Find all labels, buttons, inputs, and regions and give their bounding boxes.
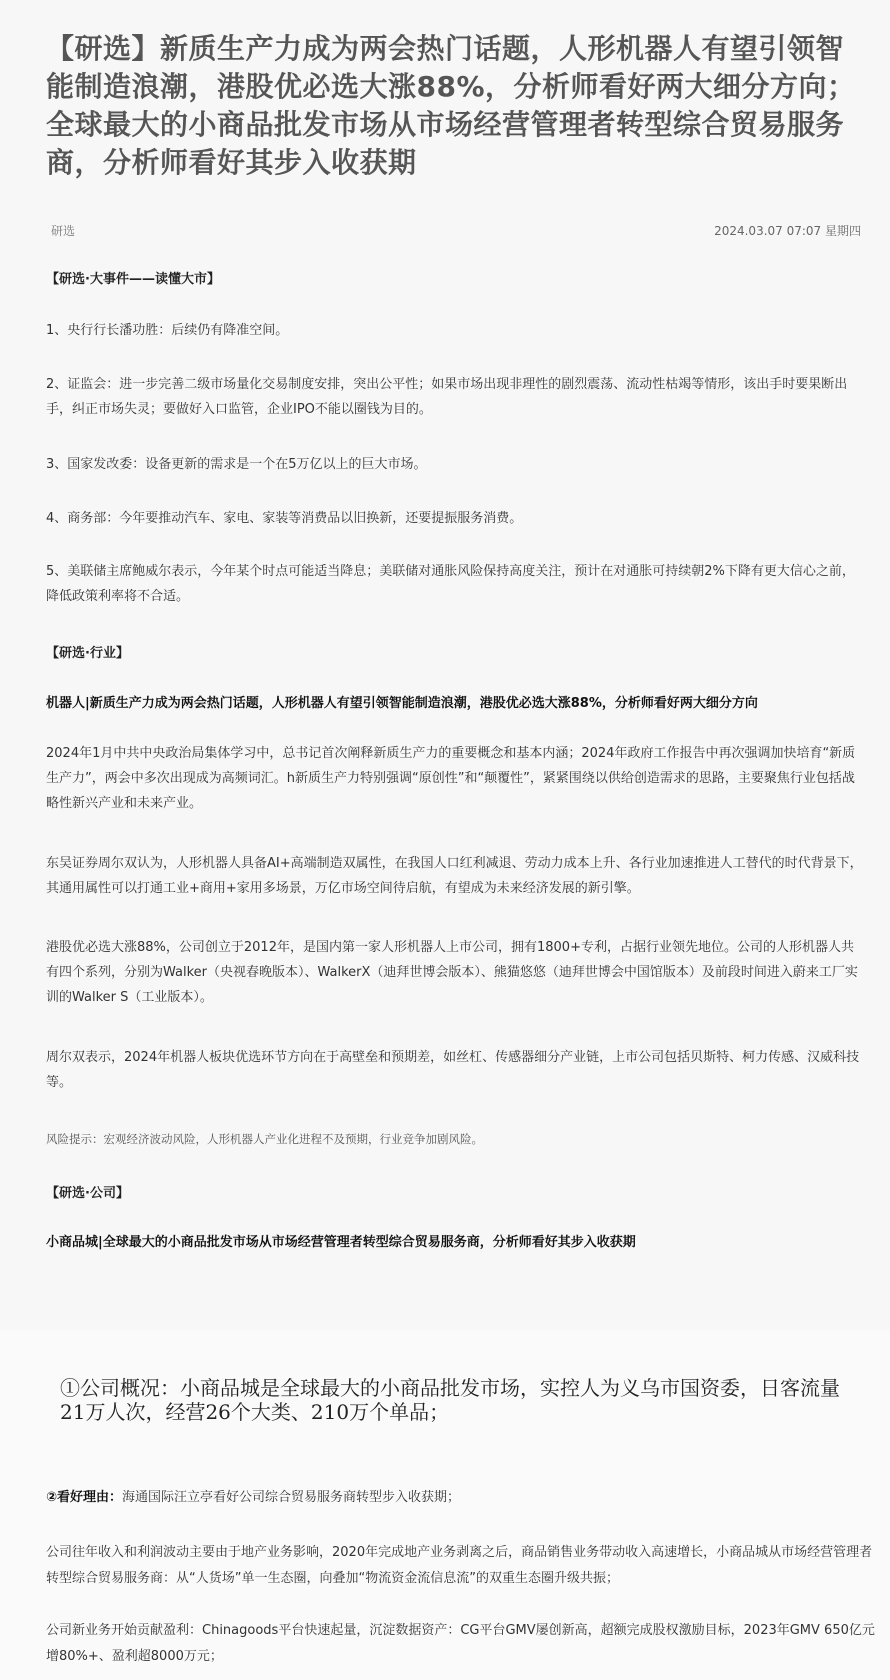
- company-subtitle: 小商品城|全球最大的小商品批发市场从市场经营管理者转型综合贸易服务商，分析师看好其步入收获期: [46, 1235, 636, 1250]
- reason-text: 海通国际汪立亭看好公司综合贸易服务商转型步入收获期；: [122, 1490, 461, 1505]
- event-item-2: 2、证监会：进一步完善二级市场量化交易制度安排，突出公平性；如果市场出现非理性的剧烈震荡、流动性枯竭等情形，该出手时要果断出手，纠正市场失灵；要做好入口监管，企业IPO不能以圈钱为目的。: [46, 377, 848, 417]
- reason-label: ②看好理由：: [46, 1490, 123, 1505]
- event-item-4: 4、商务部：今年要推动汽车、家电、家装等消费品以旧换新，还要提振服务消费。: [46, 511, 523, 526]
- event-item-1: 1、央行行长潘功胜：后续仍有降准空间。: [46, 323, 289, 338]
- industry-heading: 【研选·行业】: [46, 646, 129, 661]
- company-heading: 【研选·公司】: [46, 1186, 129, 1201]
- industry-paragraph-1: 2024年1月中共中央政治局集体学习中，总书记首次阐释新质生产力的重要概念和基本内涵；2024年政府工作报告中再次强调加快培育“新质生产力”，两会中多次出现成为高频词汇。h新质生产力特别强调“原创性”和“颠覆性”，紧紧围绕以供给创造需求的思路，主要聚焦行业包括战略性新兴产业和未来产业。: [46, 746, 856, 811]
- industry-subtitle: 机器人|新质生产力成为两会热门话题，人形机器人有望引领智能制造浪潮，港股优必选大涨88%，分析师看好两大细分方向: [46, 696, 758, 711]
- company-paragraph-2: 公司新业务开始贡献盈利：Chinagoods平台快速起量，沉淀数据资产：CG平台GMV屡创新高，超额完成股权激励目标，2023年GMV 650亿元增80%+、盈利超8000万元；: [46, 1623, 875, 1664]
- article-date: 2024.03.07 07:07 星期四: [714, 224, 861, 238]
- company-paragraph-1: 公司往年收入和利润波动主要由于地产业务影响，2020年完成地产业务剥离之后，商品销售业务带动收入高速增长，小商品城从市场经营管理者转型综合贸易服务商：从“人货场”单一生态圈，向叠加“物流资金流信息流”的双重生态圈升级共振；: [46, 1545, 873, 1586]
- article-author[interactable]: 研选: [51, 224, 76, 238]
- industry-paragraph-4: 周尔双表示，2024年机器人板块优选环节方向在于高壁垒和预期差，如丝杠、传感器细分产业链，上市公司包括贝斯特、柯力传感、汉威科技等。: [46, 1050, 860, 1090]
- risk-note: 风险提示：宏观经济波动风险，人形机器人产业化进程不及预期，行业竞争加剧风险。: [46, 1132, 483, 1146]
- article-title: 【研选】新质生产力成为两会热门话题，人形机器人有望引领智能制造浪潮，港股优必选大涨88%，分析师看好两大细分方向；全球最大的小商品批发市场从市场经营管理者转型综合贸易服务商，分析师看好其步入收获期: [46, 32, 856, 179]
- industry-paragraph-2: 东吴证券周尔双认为，人形机器人具备AI+高端制造双属性，在我国人口红利减退、劳动力成本上升、各行业加速推进人工替代的时代背景下，其通用属性可以打通工业+商用+家用多场景，万亿市场空间待启航，有望成为未来经济发展的新引擎。: [46, 856, 863, 896]
- event-item-3: 3、国家发改委：设备更新的需求是一个在5万亿以上的巨大市场。: [46, 457, 427, 472]
- event-item-5: 5、美联储主席鲍威尔表示，今年某个时点可能适当降息；美联储对通胀风险保持高度关注，预计在对通胀可持续朝2%下降有更大信心之前，降低政策利率将不合适。: [46, 564, 855, 604]
- company-overview: ①公司概况：小商品城是全球最大的小商品批发市场，实控人为义乌市国资委，日客流量21万人次，经营26个大类、210万个单品；: [60, 1376, 840, 1424]
- industry-paragraph-3: 港股优必选大涨88%，公司创立于2012年，是国内第一家人形机器人上市公司，拥有1800+专利，占据行业领先地位。公司的人形机器人共有四个系列，分别为Walker（央视春晚版本）、WalkerX（迪拜世博会版本）、熊猫悠悠（迪拜世博会中国馆版本）及前段时间进入蔚来工厂实训的Walker S（工业版本）。: [46, 940, 858, 1005]
- reason-line: [46, 1485, 876, 1511]
- events-heading: 【研选·大事件——读懂大市】: [46, 272, 220, 287]
